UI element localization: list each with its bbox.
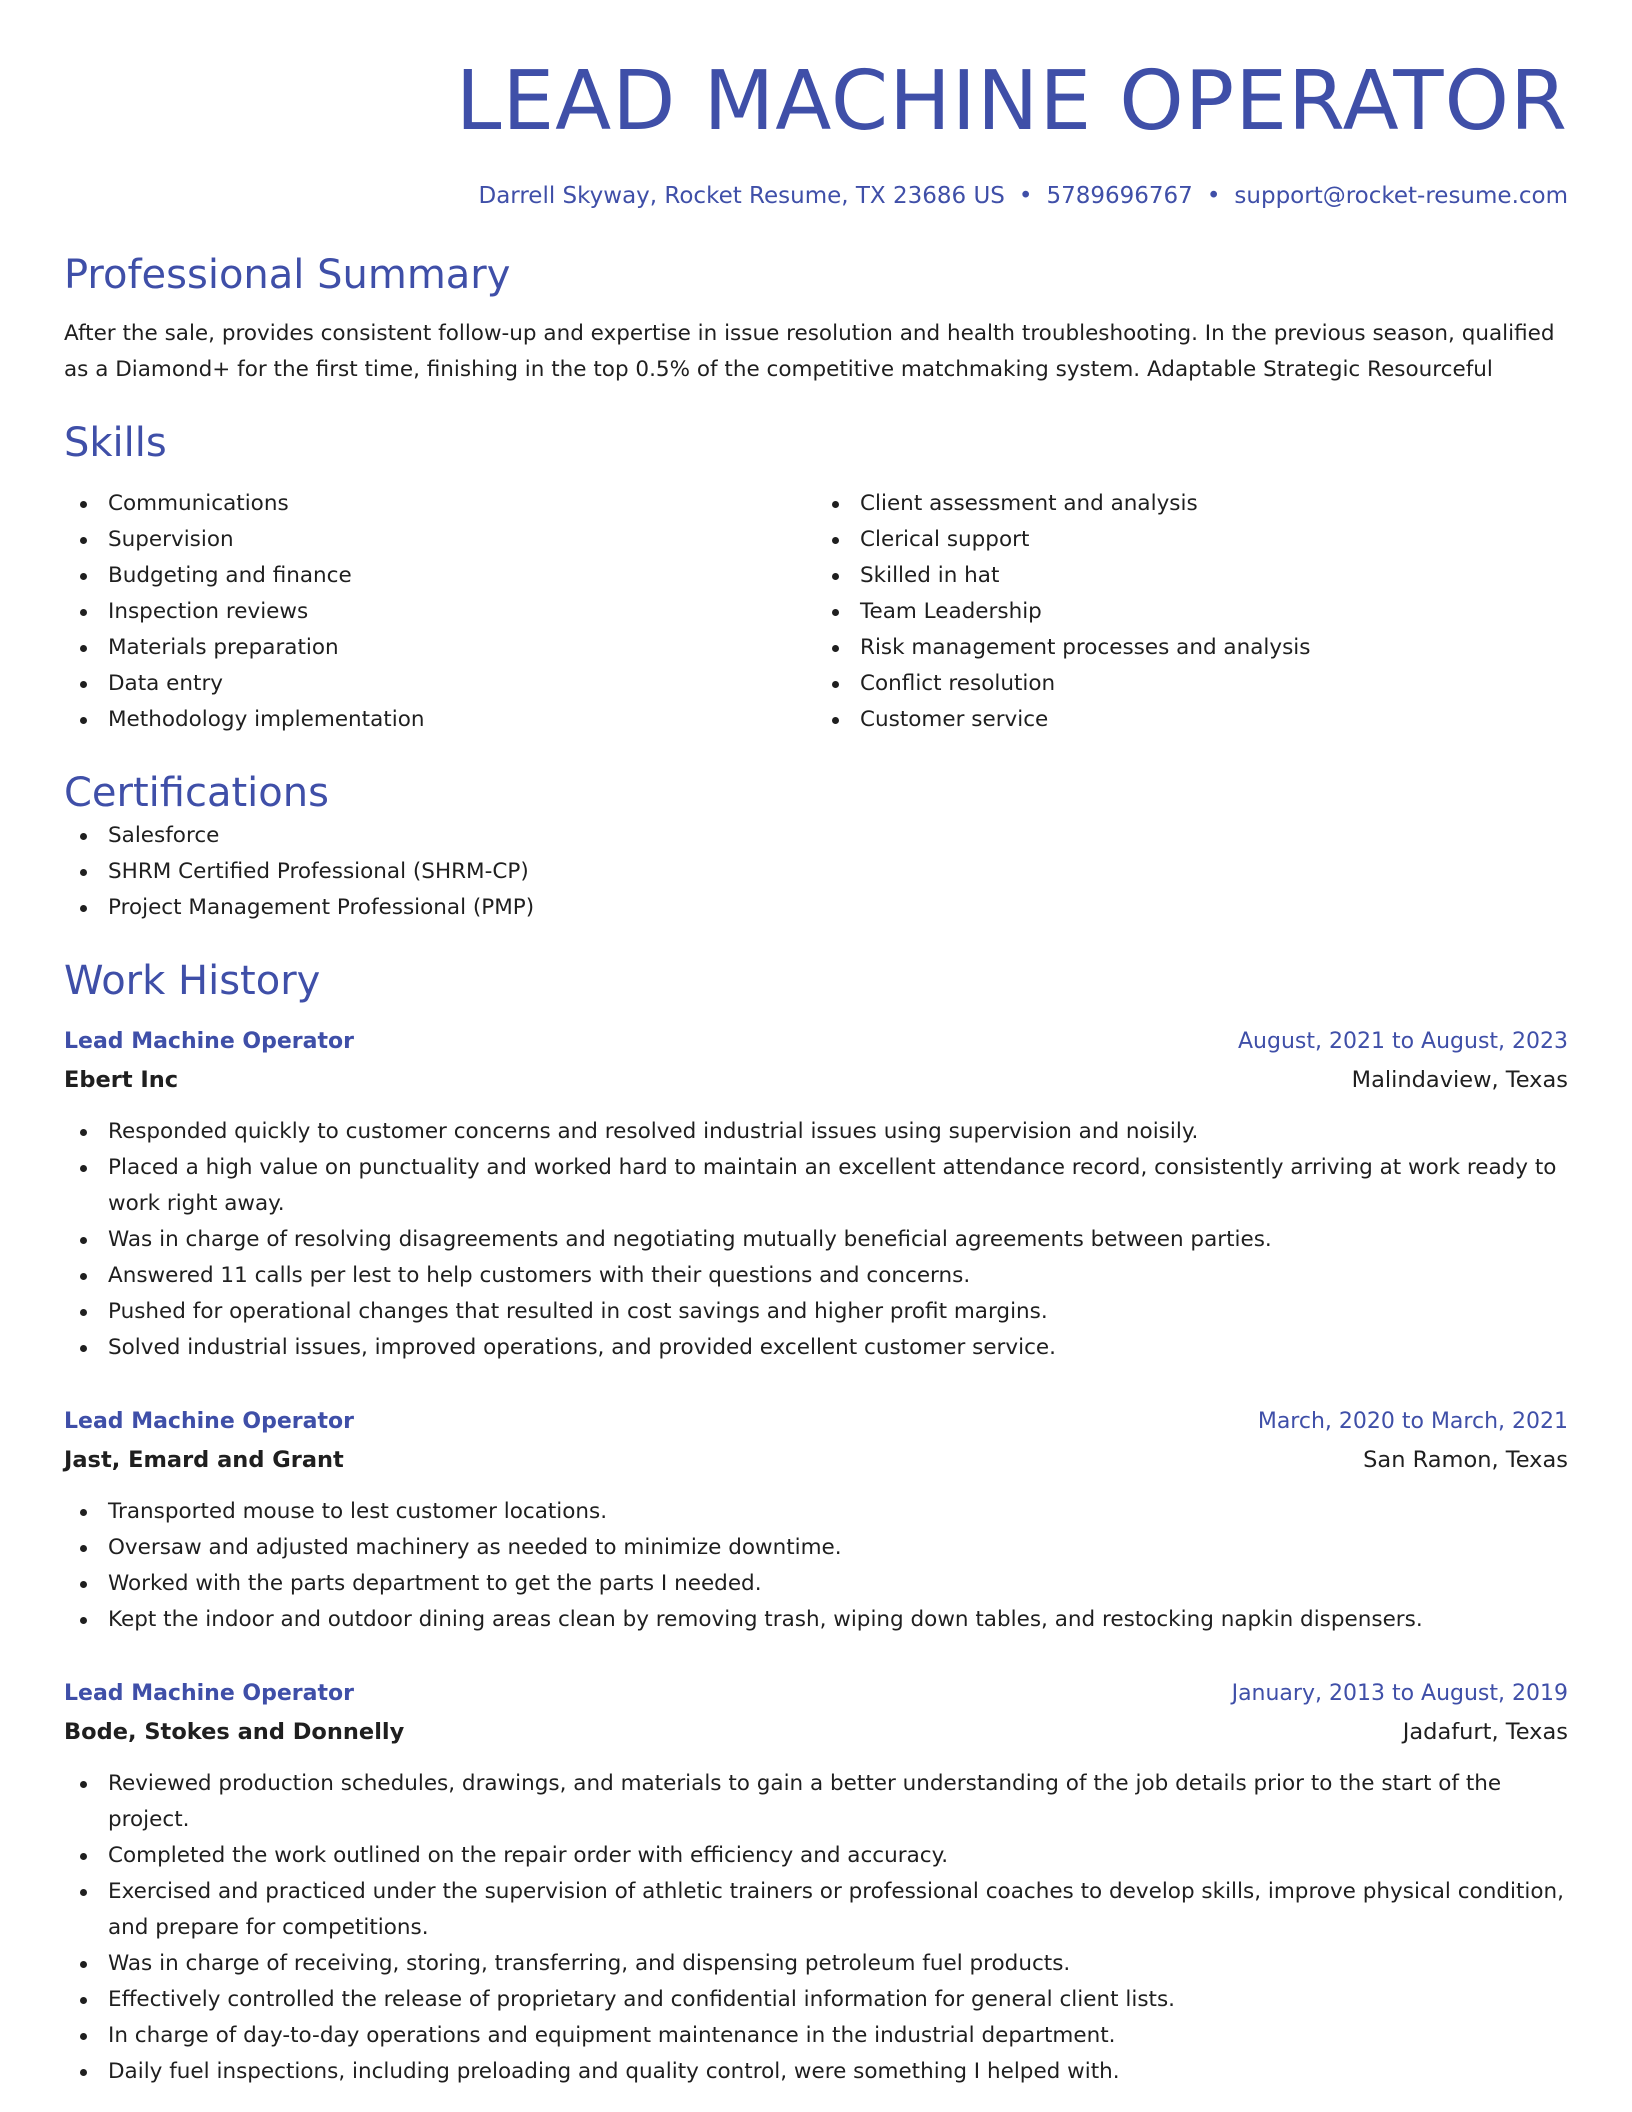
job-company-row <box>64 1060 1568 1100</box>
job-header-row <box>64 1024 1568 1060</box>
skills-heading: Skills <box>64 420 167 466</box>
job-bullet: Exercised and practiced under the supervision of athletic trainers or professional coaches to develop skills, improve physical condition, and prepare for competitions. <box>64 1874 1568 1946</box>
summary-heading: Professional Summary <box>64 252 511 298</box>
job-bullet: Answered 11 calls per lest to help customers with their questions and concerns. <box>64 1258 1568 1294</box>
job-title: Lead Machine Operator <box>64 1409 354 1434</box>
job-bullet: Placed a high value on punctuality and worked hard to maintain an excellent attendance record, consistently arriving at work ready to work right away. <box>64 1150 1568 1222</box>
contact-line <box>64 180 1568 212</box>
job-bullet: Worked with the parts department to get the parts I needed. <box>64 1566 1568 1602</box>
job-title: Lead Machine Operator <box>64 1029 354 1054</box>
job-bullet: Reviewed production schedules, drawings, and materials to gain a better understanding of the job details prior to the start of the project. <box>64 1766 1568 1838</box>
job-company-row <box>64 1712 1568 1752</box>
skill-item: Skilled in hat <box>816 558 1568 594</box>
certification-item: SHRM Certified Professional (SHRM-CP) <box>64 854 1568 890</box>
job-bullets <box>64 1494 1568 1638</box>
skill-item: Communications <box>64 486 816 522</box>
job-bullets <box>64 1114 1568 1366</box>
job-entry <box>64 1676 1568 2090</box>
summary-text: After the sale, provides consistent follow-up and expertise in issue resolution and health troubleshooting. In the previous season, qualified as a Diamond+ for the first time, finishing in the top 0.5% of the competitive matchmaking system. Adaptable Strategic Resourceful <box>64 321 1555 382</box>
job-bullet: Solved industrial issues, improved operations, and provided excellent customer service. <box>64 1330 1568 1366</box>
skill-item: Data entry <box>64 666 816 702</box>
job-company: Jast, Emard and Grant <box>64 1447 344 1473</box>
skills-list <box>64 486 1568 738</box>
job-bullet: Was in charge of receiving, storing, transferring, and dispensing petroleum fuel products. <box>64 1946 1568 1982</box>
job-dates: January, 2013 to August, 2019 <box>1231 1681 1568 1706</box>
job-location: Malindaview, Texas <box>1351 1067 1568 1093</box>
skill-item: Customer service <box>816 702 1568 738</box>
skill-item: Client assessment and analysis <box>816 486 1568 522</box>
skill-item: Supervision <box>64 522 816 558</box>
job-bullet: Transported mouse to lest customer locations. <box>64 1494 1568 1530</box>
job-entry <box>64 1024 1568 1366</box>
skill-item: Risk management processes and analysis <box>816 630 1568 666</box>
skill-item: Budgeting and finance <box>64 558 816 594</box>
job-company-row <box>64 1440 1568 1480</box>
job-bullet: In charge of day-to-day operations and equipment maintenance in the industrial department. <box>64 2018 1568 2054</box>
certification-item: Salesforce <box>64 818 1568 854</box>
contact-separator: • <box>1018 183 1033 209</box>
job-bullet: Effectively controlled the release of proprietary and confidential information for general client lists. <box>64 1982 1568 2018</box>
resume-name: LEAD MACHINE OPERATOR <box>455 54 1568 149</box>
skill-item: Conflict resolution <box>816 666 1568 702</box>
skill-item: Methodology implementation <box>64 702 816 738</box>
job-bullet: Oversaw and adjusted machinery as needed to minimize downtime. <box>64 1530 1568 1566</box>
job-header-row <box>64 1404 1568 1440</box>
contact-separator: • <box>1206 183 1221 209</box>
job-bullet: Was in charge of resolving disagreements and negotiating mutually beneficial agreements between parties. <box>64 1222 1568 1258</box>
job-title: Lead Machine Operator <box>64 1681 354 1706</box>
skills-column-left <box>64 486 816 738</box>
job-company: Bode, Stokes and Donnelly <box>64 1719 405 1745</box>
job-bullets <box>64 1766 1568 2090</box>
contact-phone[interactable]: 5789696767 <box>1046 183 1193 209</box>
job-location: San Ramon, Texas <box>1363 1447 1568 1473</box>
job-bullet: Daily fuel inspections, including preloading and quality control, were something I helped with. <box>64 2054 1568 2090</box>
resume-header <box>64 54 1568 212</box>
job-company: Ebert Inc <box>64 1067 179 1093</box>
skills-column-right <box>816 486 1568 738</box>
skill-item: Materials preparation <box>64 630 816 666</box>
skill-item: Team Leadership <box>816 594 1568 630</box>
certification-item: Project Management Professional (PMP) <box>64 890 1568 926</box>
skill-item: Inspection reviews <box>64 594 816 630</box>
job-bullet: Completed the work outlined on the repair order with efficiency and accuracy. <box>64 1838 1568 1874</box>
job-dates: August, 2021 to August, 2023 <box>1238 1029 1568 1054</box>
certifications-heading: Certifications <box>64 770 329 816</box>
work-history-heading: Work History <box>64 958 321 1004</box>
contact-email[interactable]: support@rocket-resume.com <box>1234 183 1568 209</box>
skill-item: Clerical support <box>816 522 1568 558</box>
contact-address: Darrell Skyway, Rocket Resume, TX 23686 US <box>478 183 1005 209</box>
job-header-row <box>64 1676 1568 1712</box>
job-bullet: Responded quickly to customer concerns and resolved industrial issues using supervision and noisily. <box>64 1114 1568 1150</box>
certifications-list <box>64 818 1568 926</box>
job-bullet: Kept the indoor and outdoor dining areas clean by removing trash, wiping down tables, and restocking napkin dispensers. <box>64 1602 1568 1638</box>
job-bullet: Pushed for operational changes that resulted in cost savings and higher profit margins. <box>64 1294 1568 1330</box>
job-dates: March, 2020 to March, 2021 <box>1257 1409 1568 1434</box>
job-location: Jadafurt, Texas <box>1402 1719 1568 1745</box>
job-entry <box>64 1404 1568 1638</box>
